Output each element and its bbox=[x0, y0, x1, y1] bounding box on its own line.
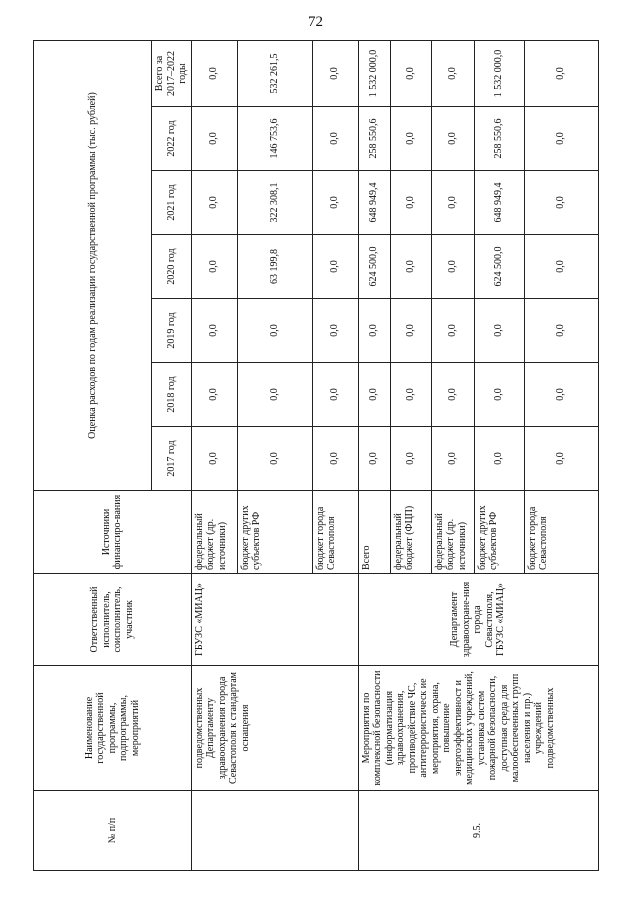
rotated-page bbox=[33, 41, 588, 871]
value-cell: 648 949,4 bbox=[474, 171, 524, 235]
header-num: № п/п bbox=[34, 791, 192, 871]
value-cell: 0,0 bbox=[312, 107, 358, 171]
header-source: Источники финансиро-вания bbox=[34, 491, 192, 574]
funding-source: Всего bbox=[358, 491, 390, 574]
value-cell: 0,0 bbox=[524, 235, 598, 299]
activity-name: Мероприятия по комплексной безопасности (информатизация здравоохранения, противодействие ЧС, антитеррористическ ие мероприятия, охрана, повышение энергоэффективност и медицинских учреждений, установка систем пожарной безопасности, доступная среда для малообеспеченных групп населения и пр.) учреждений подведомственных bbox=[358, 666, 598, 791]
header-year: 2017 год bbox=[152, 427, 192, 491]
value-cell: 0,0 bbox=[390, 235, 431, 299]
value-total: 1 532 000,0 bbox=[474, 40, 524, 106]
row-index bbox=[191, 791, 358, 871]
header-estimate: Оценка расходов по годам реализации государственной программы (тыс. рублей) bbox=[34, 40, 152, 490]
funding-source: бюджет города Севастополя bbox=[312, 491, 358, 574]
value-cell: 0,0 bbox=[390, 427, 431, 491]
value-total: 1 532 000,0 bbox=[358, 40, 390, 106]
executor: ГБУЗС «МИАЦ» bbox=[191, 574, 358, 666]
value-cell: 0,0 bbox=[358, 363, 390, 427]
value-cell: 0,0 bbox=[524, 427, 598, 491]
header-year-total: Всего за 2017–2022 годы bbox=[152, 40, 192, 106]
value-total: 0,0 bbox=[390, 40, 431, 106]
value-cell: 624 500,0 bbox=[474, 235, 524, 299]
value-total: 0,0 bbox=[312, 40, 358, 106]
value-cell: 0,0 bbox=[524, 363, 598, 427]
value-cell: 0,0 bbox=[312, 235, 358, 299]
value-cell: 0,0 bbox=[312, 299, 358, 363]
header-name: Наименование государственной программы, подпрограммы, мероприятий bbox=[34, 666, 192, 791]
value-cell: 0,0 bbox=[524, 107, 598, 171]
value-total: 0,0 bbox=[191, 40, 237, 106]
value-cell: 0,0 bbox=[237, 427, 312, 491]
value-total: 0,0 bbox=[431, 40, 474, 106]
value-cell: 0,0 bbox=[431, 107, 474, 171]
value-cell: 0,0 bbox=[524, 299, 598, 363]
value-cell: 0,0 bbox=[431, 427, 474, 491]
page-number: 72 bbox=[308, 14, 323, 30]
value-cell: 0,0 bbox=[431, 363, 474, 427]
funding-source: федеральный бюджет (ФЦП) bbox=[390, 491, 431, 574]
header-year: 2021 год bbox=[152, 171, 192, 235]
value-cell: 0,0 bbox=[312, 427, 358, 491]
value-cell: 0,0 bbox=[237, 363, 312, 427]
executor: Департамент здравоохране-ния города Севастополя, ГБУЗС «МИАЦ» bbox=[358, 574, 598, 666]
value-cell: 0,0 bbox=[237, 299, 312, 363]
value-cell: 0,0 bbox=[431, 171, 474, 235]
value-cell: 0,0 bbox=[390, 299, 431, 363]
header-year: 2022 год bbox=[152, 107, 192, 171]
value-cell: 258 550,6 bbox=[358, 107, 390, 171]
value-cell: 0,0 bbox=[191, 107, 237, 171]
value-cell: 0,0 bbox=[312, 171, 358, 235]
value-cell: 146 753,6 bbox=[237, 107, 312, 171]
value-cell: 0,0 bbox=[191, 363, 237, 427]
value-cell: 0,0 bbox=[474, 299, 524, 363]
funding-source: бюджет города Севастополя bbox=[524, 491, 598, 574]
value-cell: 63 199,8 bbox=[237, 235, 312, 299]
value-cell: 648 949,4 bbox=[358, 171, 390, 235]
budget-table bbox=[33, 40, 599, 871]
funding-source: бюджет других субъектов РФ bbox=[474, 491, 524, 574]
value-cell: 0,0 bbox=[390, 363, 431, 427]
value-cell: 0,0 bbox=[431, 235, 474, 299]
value-cell: 322 308,1 bbox=[237, 171, 312, 235]
value-cell: 0,0 bbox=[474, 363, 524, 427]
value-cell: 0,0 bbox=[431, 299, 474, 363]
value-cell: 258 550,6 bbox=[474, 107, 524, 171]
value-cell: 0,0 bbox=[358, 299, 390, 363]
table-row bbox=[191, 40, 237, 870]
table-row bbox=[358, 40, 390, 870]
value-cell: 0,0 bbox=[524, 171, 598, 235]
header-executor: Ответственный исполнитель, соисполнитель, участник bbox=[34, 574, 192, 666]
header-year: 2019 год bbox=[152, 299, 192, 363]
value-cell: 0,0 bbox=[474, 427, 524, 491]
value-cell: 624 500,0 bbox=[358, 235, 390, 299]
value-cell: 0,0 bbox=[390, 171, 431, 235]
value-total: 0,0 bbox=[524, 40, 598, 106]
funding-source: бюджет других субъектов РФ bbox=[237, 491, 312, 574]
header-year: 2018 год bbox=[152, 363, 192, 427]
value-cell: 0,0 bbox=[191, 235, 237, 299]
value-total: 532 261,5 bbox=[237, 40, 312, 106]
value-cell: 0,0 bbox=[358, 427, 390, 491]
value-cell: 0,0 bbox=[390, 107, 431, 171]
funding-source: федеральный бюджет (др. источники) bbox=[191, 491, 237, 574]
funding-source: федеральный бюджет (др. источники) bbox=[431, 491, 474, 574]
value-cell: 0,0 bbox=[191, 299, 237, 363]
value-cell: 0,0 bbox=[312, 363, 358, 427]
activity-name: подведомственных Департаменту здравоохранения города Севастополя к стандартам оснащения bbox=[191, 666, 358, 791]
header-year: 2020 год bbox=[152, 235, 192, 299]
value-cell: 0,0 bbox=[191, 427, 237, 491]
value-cell: 0,0 bbox=[191, 171, 237, 235]
row-index: 9.5. bbox=[358, 791, 598, 871]
